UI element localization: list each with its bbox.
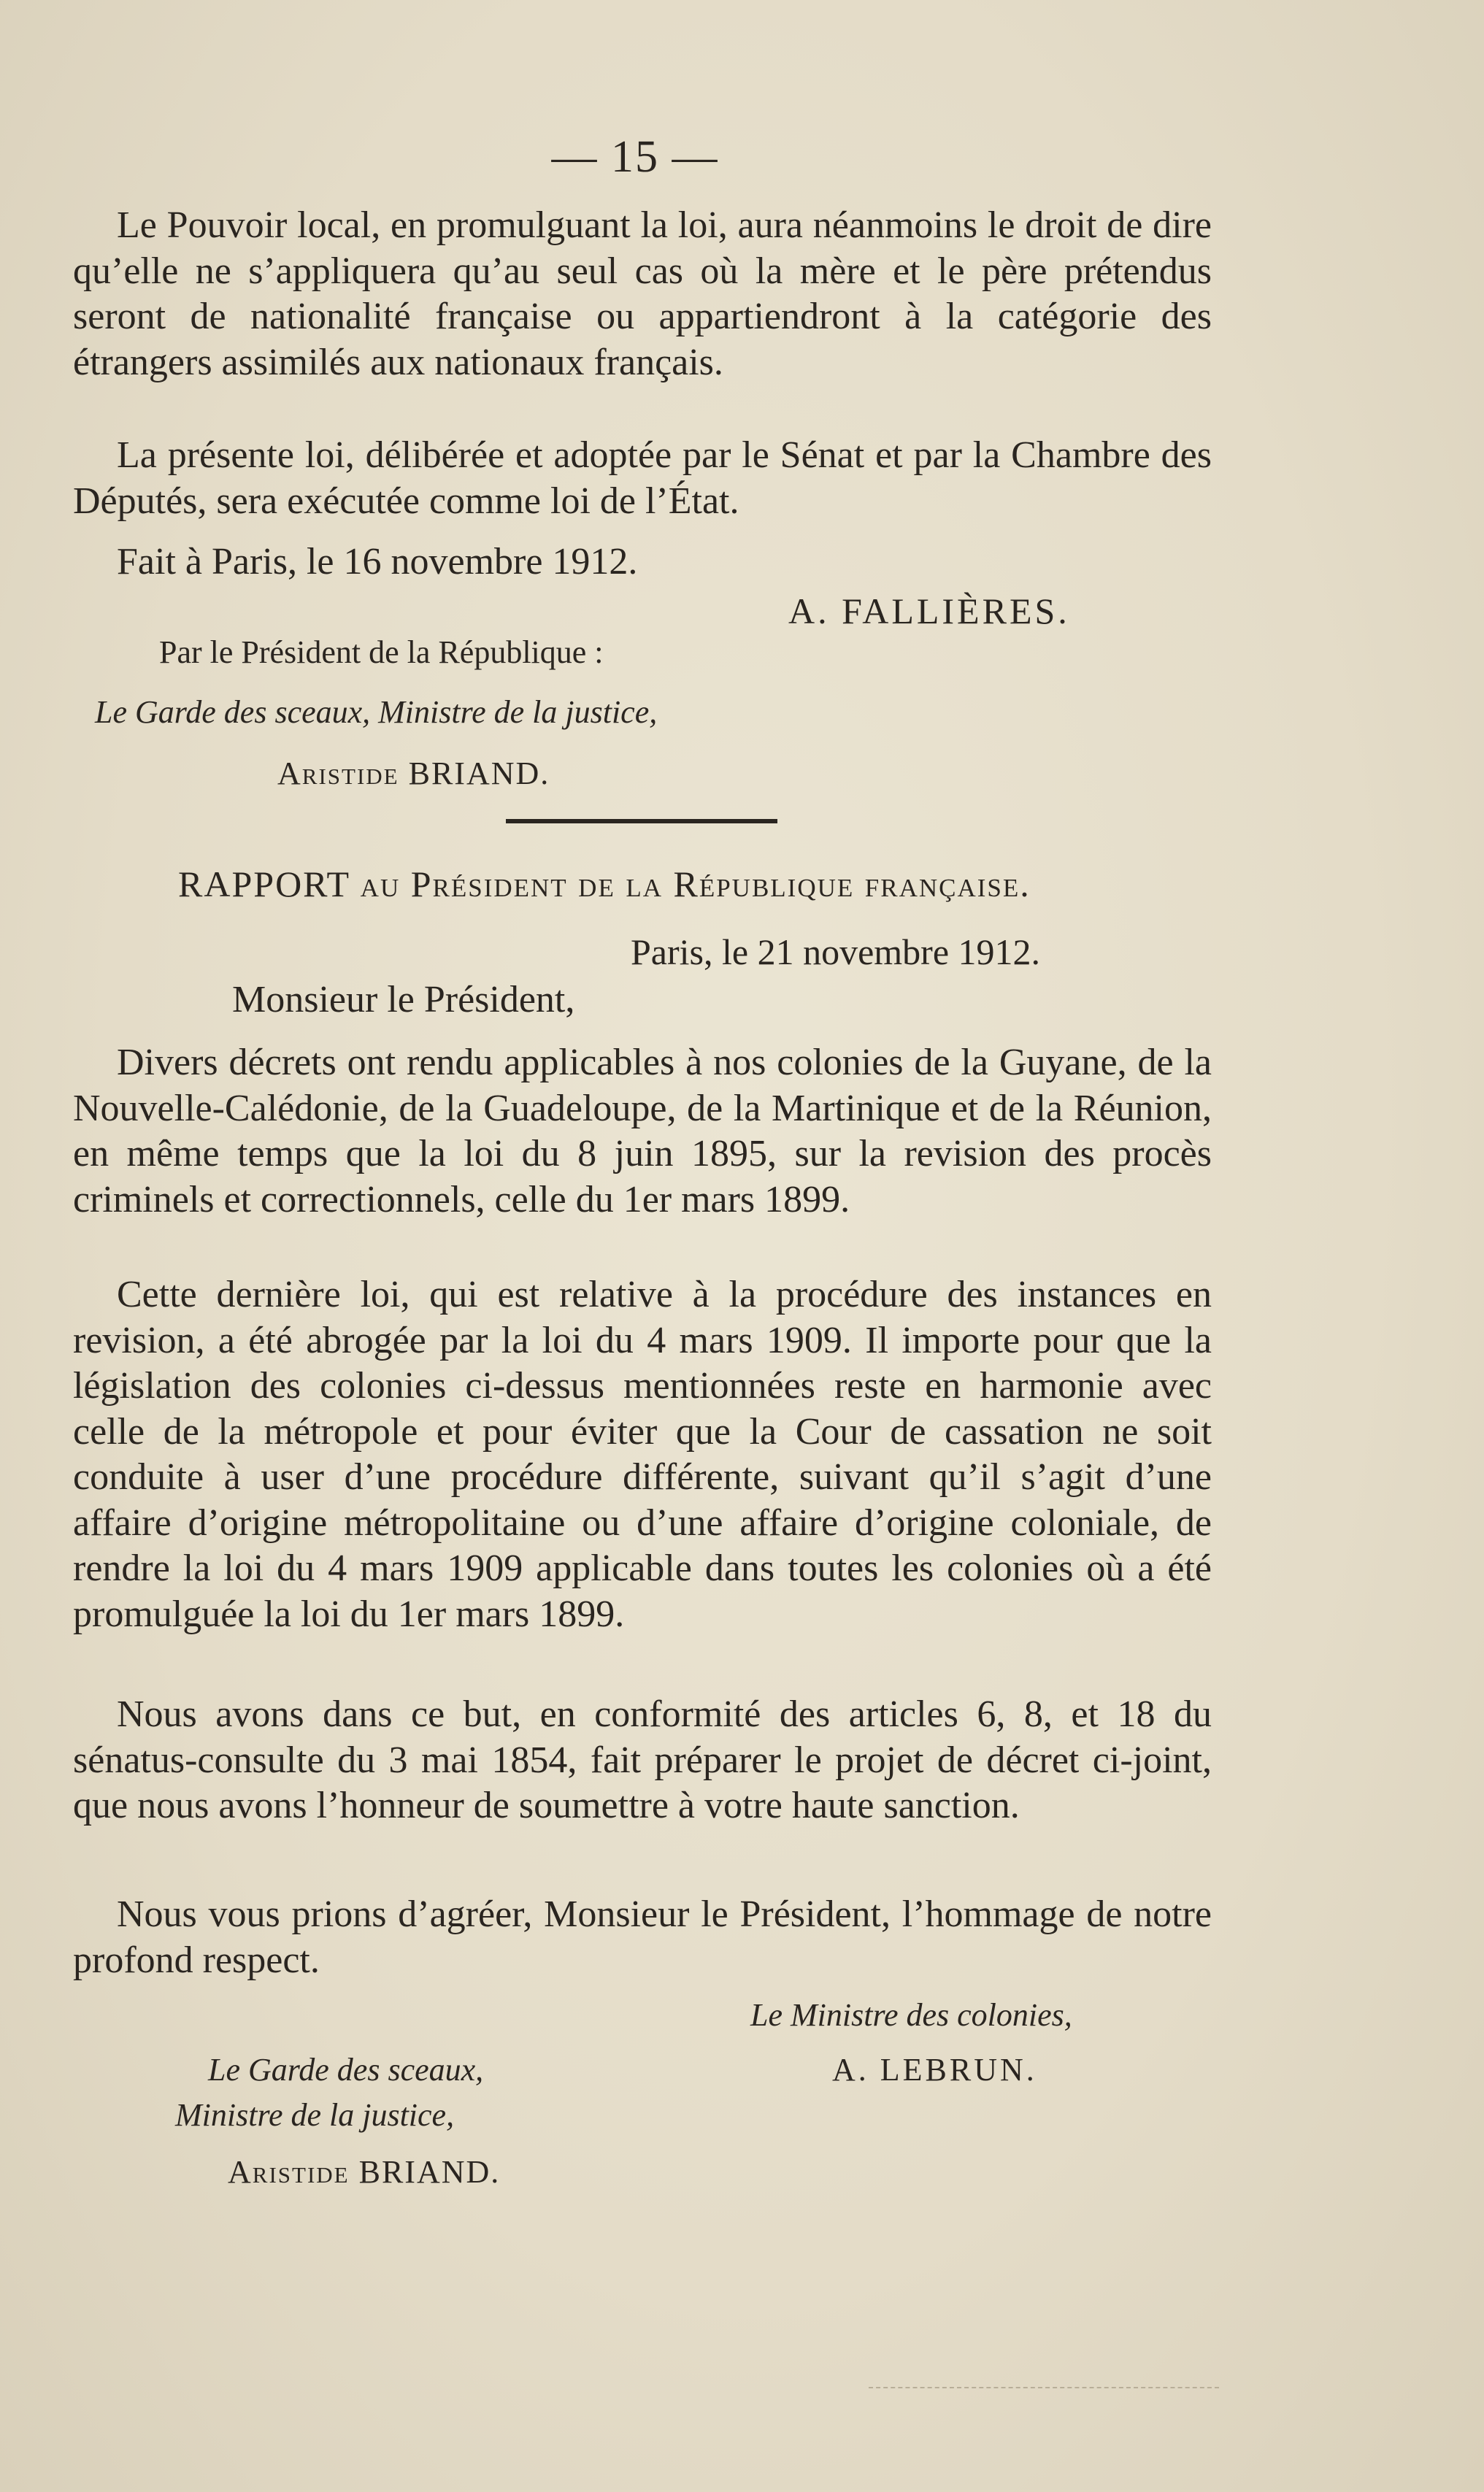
page-number: — 15 — [551,132,719,182]
report-garde-name: Aristide BRIAND. [228,2154,501,2190]
page-bottom-dashes [869,2387,1219,2388]
colonies-minister-title: Le Ministre des colonies, [750,1997,1072,2033]
garde-title-line-2: Ministre de la justice, [175,2097,455,2133]
by-president-line: Par le Président de la République : [159,634,604,670]
decree-paragraph-1: Le Pouvoir local, en promulguant la loi, aura néanmoins le droit de dire qu’elle ne s’appliquera qu’au seul cas où la mère et le père prétendus seront de nationalité française ou appartiendront à la catégorie des étrangers assimilés aux nationaux français. [73,204,1212,383]
colonies-minister-name: A. LEBRUN. [832,2052,1037,2088]
section-divider [506,819,777,823]
report-paragraph-3: Nous avons dans ce but, en conformité des articles 6, 8, et 18 du sénatus-consulte du 3 mai 1854, fait préparer le projet de décret ci-joint, que nous avons l’honneur de soumettre à votre haute sanction. [73,1693,1212,1826]
report-paragraph-4: Nous vous prions d’agréer, Monsieur le Président, l’hommage de notre profond respect. [73,1893,1212,1981]
report-date: Paris, le 21 novembre 1912. [631,931,1041,972]
garde-des-sceaux-name: Aristide BRIAND. [277,755,550,791]
decree-paragraph-2: La présente loi, délibérée et adoptée par le Sénat et par la Chambre des Députés, sera exécutée comme loi de l’État. [73,434,1212,522]
garde-des-sceaux-title: Le Garde des sceaux, Ministre de la justice, [95,694,658,730]
report-heading: RAPPORT au Président de la République française. [178,864,1031,904]
report-salutation: Monsieur le Président, [232,979,575,1020]
garde-title-line-1: Le Garde des sceaux, [208,2052,484,2088]
president-signature: A. FALLIÈRES. [788,591,1070,631]
decree-date-line: Fait à Paris, le 16 novembre 1912. [117,541,638,582]
report-paragraph-1: Divers décrets ont rendu applicables à nos colonies de la Guyane, de la Nouvelle-Calédonie, de la Guadeloupe, de la Martinique et de la Réunion, en même temps que la loi du 8 juin 1895, sur la revision des procès criminels et correctionnels, celle du 1er mars 1899. [73,1042,1212,1220]
report-paragraph-2: Cette dernière loi, qui est relative à la procédure des instances en revision, a été abrogée par la loi du 4 mars 1909. Il importe pour que la législation des colonies ci-dessus mentionnées reste en harmonie avec celle de la métropole et pour éviter que la Cour de cassation ne soit conduite à user d’une procédure différente, suivant qu’il s’agit d’une affaire d’origine métropolitaine ou d’une affaire d’origine coloniale, de rendre la loi du 4 mars 1909 applicable dans toutes les colonies où a été promulguée la loi du 1er mars 1899. [73,1274,1212,1635]
